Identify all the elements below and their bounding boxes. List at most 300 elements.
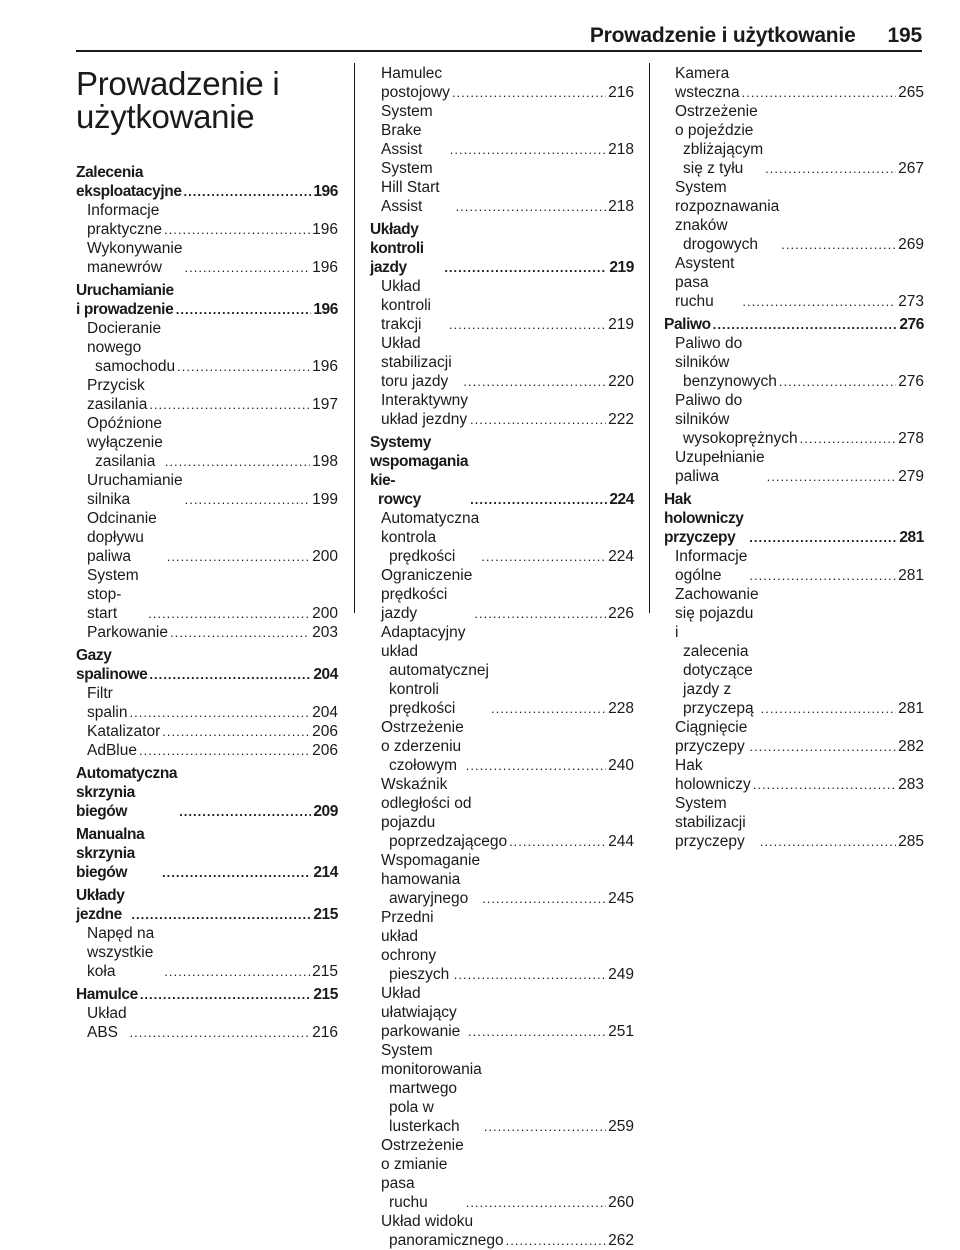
dot-leader: [184, 258, 310, 277]
toc-page-number: 196: [312, 259, 338, 276]
toc-entry[interactable]: [370, 159, 634, 216]
toc-page-number: 282: [898, 738, 924, 755]
toc-section-entry[interactable]: [76, 764, 338, 821]
dot-leader: [749, 737, 896, 756]
toc-page-number: 285: [898, 833, 924, 850]
toc-entry-line: panoramicznego: [389, 1232, 504, 1249]
toc-entry-title: [76, 886, 129, 924]
toc-page-number: 200: [312, 548, 338, 565]
toc-entry-line: poprzedzającego: [389, 833, 508, 850]
toc-entry-title: [675, 448, 765, 486]
toc-entry[interactable]: [76, 566, 338, 623]
toc-entry[interactable]: [76, 684, 338, 722]
toc-entry-title: [381, 1041, 482, 1136]
toc-entry-line: Adaptacyjny układ: [381, 624, 466, 660]
toc-page-number: 259: [608, 1118, 634, 1135]
dot-leader: [713, 315, 898, 334]
toc-entry-title: [675, 391, 798, 448]
toc-entry-line: Układy kontroli jazdy: [370, 221, 424, 276]
toc-entry-title: [675, 64, 740, 102]
toc-entry-title: [87, 201, 162, 239]
dot-leader: [509, 832, 606, 851]
toc-entry-line: Zachowanie się pojazdu i: [675, 586, 759, 641]
toc-page-number: 224: [609, 491, 634, 508]
toc-entry-line: Układ stabilizacji toru jazdy: [381, 335, 452, 390]
dot-leader: [444, 258, 607, 277]
toc-entry-title: [381, 1136, 464, 1212]
toc-entry-title: [381, 851, 480, 908]
toc-entry[interactable]: [76, 509, 338, 566]
toc-entry[interactable]: [370, 775, 634, 851]
dot-leader: [177, 357, 310, 376]
toc-entry-title: [76, 825, 160, 882]
toc-entry[interactable]: [370, 1041, 634, 1136]
toc-page-number: 251: [608, 1023, 634, 1040]
toc-entry-line: ruchu: [389, 1194, 428, 1211]
toc-page-number: 244: [608, 833, 634, 850]
toc-entry-title: [381, 984, 466, 1041]
toc-entry[interactable]: [370, 851, 634, 908]
dot-leader: [149, 395, 310, 414]
toc-page-number: 219: [609, 259, 634, 276]
header-rule: [76, 50, 922, 52]
toc-entry-line: Paliwo do silników: [675, 392, 743, 428]
toc-page-number: 215: [312, 963, 338, 980]
dot-leader: [148, 604, 310, 623]
toc-entry-title: [87, 239, 182, 277]
toc-page-number: 269: [898, 236, 924, 253]
toc-page-number: 219: [608, 316, 634, 333]
toc-entry-line: Ostrzeżenie o pojeździe: [675, 103, 758, 139]
dot-leader: [184, 182, 312, 201]
toc-entry[interactable]: [370, 277, 634, 334]
toc-page-number: 245: [608, 890, 634, 907]
dot-leader: [165, 452, 310, 471]
toc-page-number: 206: [312, 742, 338, 759]
toc-entry-title: [87, 509, 165, 566]
toc-entry[interactable]: [664, 718, 924, 756]
toc-section-entry[interactable]: [664, 315, 924, 334]
toc-list: [664, 64, 924, 851]
column-divider: [649, 63, 650, 613]
toc-entry-line: Informacje praktyczne: [87, 202, 162, 238]
running-header-title: Prowadzenie i użytkowanie: [589, 24, 856, 47]
dot-leader: [164, 962, 310, 981]
toc-entry[interactable]: [664, 756, 924, 794]
dot-leader: [454, 965, 606, 984]
toc-entry-line: prędkości: [389, 548, 456, 565]
toc-entry-title: [675, 756, 751, 794]
toc-entry[interactable]: [76, 741, 338, 760]
dot-leader: [140, 985, 312, 1004]
dot-leader: [162, 863, 311, 882]
toc-entry-line: Automatyczna skrzynia biegów: [76, 765, 178, 820]
toc-entry-title: [675, 102, 763, 178]
dot-leader: [470, 490, 607, 509]
dot-leader: [781, 235, 896, 254]
toc-entry-title: [381, 775, 507, 851]
toc-entry-title: [76, 281, 174, 319]
toc-entry-line: Uruchamianie i prowadzenie: [76, 282, 174, 318]
toc-page-number: 218: [608, 198, 634, 215]
toc-entry-line: Docieranie nowego: [87, 320, 162, 356]
toc-entry[interactable]: [76, 471, 338, 509]
toc-entry-title: [370, 433, 468, 509]
toc-entry[interactable]: [370, 984, 634, 1041]
toc-entry[interactable]: [76, 623, 338, 642]
toc-page-number: 204: [313, 666, 338, 683]
toc-entry[interactable]: [76, 924, 338, 981]
dot-leader: [466, 756, 606, 775]
dot-leader: [130, 1023, 311, 1042]
toc-entry-line: Opóźnione wyłączenie: [87, 415, 163, 451]
toc-entry-title: [76, 985, 138, 1004]
dot-leader: [466, 1193, 606, 1212]
toc-entry-title: [87, 722, 160, 741]
toc-entry[interactable]: [664, 178, 924, 254]
toc-entry-line: System Brake Assist: [381, 103, 433, 158]
toc-page-number: 283: [898, 776, 924, 793]
toc-entry-line: Ostrzeżenie o zderzeniu: [381, 719, 464, 755]
dot-leader: [760, 832, 896, 851]
toc-entry-title: [664, 315, 711, 334]
toc-entry-line: zalecenia dotyczące jazdy z: [683, 643, 753, 698]
toc-entry-line: Paliwo do silników: [675, 335, 743, 371]
dot-leader: [761, 699, 897, 718]
toc-page-number: 249: [608, 966, 634, 983]
toc-page-number: 278: [898, 430, 924, 447]
toc-section-entry[interactable]: [664, 490, 924, 547]
toc-page-number: 265: [898, 84, 924, 101]
toc-entry-title: [87, 414, 163, 471]
toc-entry[interactable]: [664, 547, 924, 585]
toc-entry[interactable]: [370, 1136, 634, 1212]
column-divider: [354, 63, 355, 613]
toc-entry-line: Zalecenia eksploatacyjne: [76, 164, 182, 200]
dot-leader: [742, 292, 896, 311]
toc-entry-title: [76, 163, 182, 201]
toc-entry-title: [381, 509, 479, 566]
toc-page-number: 196: [313, 301, 338, 318]
toc-page-number: 215: [313, 986, 338, 1003]
toc-entry-line: prędkości: [389, 700, 456, 717]
toc-entry[interactable]: [664, 585, 924, 718]
toc-entry[interactable]: [370, 102, 634, 159]
dot-leader: [463, 372, 606, 391]
toc-entry-line: Gazy spalinowe: [76, 647, 148, 683]
toc-list: [370, 64, 634, 1250]
toc-section-entry[interactable]: [76, 281, 338, 319]
toc-entry[interactable]: [370, 623, 634, 718]
toc-entry[interactable]: [76, 1004, 338, 1042]
toc-entry[interactable]: [76, 319, 338, 376]
toc-entry[interactable]: [76, 722, 338, 741]
toc-page-number: 276: [898, 373, 924, 390]
dot-leader: [800, 429, 897, 448]
toc-page-number: 218: [608, 141, 634, 158]
toc-entry-title: [87, 376, 147, 414]
dot-leader: [484, 1117, 606, 1136]
toc-page-number: 196: [312, 358, 338, 375]
toc-entry-line: Katalizator: [87, 723, 161, 740]
toc-entry[interactable]: [664, 102, 924, 178]
toc-entry-line: rowcy: [378, 491, 421, 508]
toc-entry-line: System monitorowania: [381, 1042, 482, 1078]
toc-entry-title: [87, 924, 162, 981]
dot-leader: [131, 905, 311, 924]
running-header: [590, 24, 922, 48]
toc-page-number: 226: [608, 605, 634, 622]
toc-entry-title: [381, 159, 454, 216]
dot-leader: [456, 197, 607, 216]
toc-page-number: 267: [898, 160, 924, 177]
toc-entry-title: [675, 178, 779, 254]
toc-page-number: 215: [313, 906, 338, 923]
toc-entry-line: Asystent pasa ruchu: [675, 255, 735, 310]
dot-leader: [449, 315, 606, 334]
toc-entry-line: Przedni układ ochrony: [381, 909, 437, 964]
toc-list: [76, 163, 338, 1042]
toc-entry-title: [87, 1004, 128, 1042]
dot-leader: [779, 372, 896, 391]
toc-entry-line: awaryjnego: [389, 890, 469, 907]
toc-entry-title: [675, 334, 777, 391]
toc-column-2: [370, 64, 634, 1250]
dot-leader: [491, 699, 606, 718]
dot-leader: [506, 1231, 607, 1250]
toc-page-number: 198: [312, 453, 338, 470]
toc-entry[interactable]: [664, 391, 924, 448]
toc-entry[interactable]: [370, 718, 634, 775]
toc-entry-title: [675, 254, 740, 311]
toc-page-number: 262: [608, 1232, 634, 1249]
toc-entry-line: przyczepą: [683, 700, 754, 717]
chapter-title: Prowadzenie i użytkowanie: [76, 65, 280, 135]
toc-entry[interactable]: [76, 239, 338, 277]
toc-entry-title: [87, 471, 183, 509]
toc-page-number: 273: [898, 293, 924, 310]
dot-leader: [170, 623, 310, 642]
toc-page-number: 228: [608, 700, 634, 717]
toc-entry-title: [87, 684, 128, 722]
toc-page-number: 199: [312, 491, 338, 508]
toc-entry-line: System Hill Start Assist: [381, 160, 440, 215]
toc-entry[interactable]: [76, 414, 338, 471]
toc-entry-line: Przycisk zasilania: [87, 377, 148, 413]
dot-leader: [767, 467, 897, 486]
dot-leader: [130, 703, 311, 722]
toc-entry-title: [76, 764, 177, 821]
dot-leader: [749, 566, 896, 585]
toc-entry-line: AdBlue: [87, 742, 137, 759]
toc-entry-line: Napęd na wszystkie koła: [87, 925, 155, 980]
toc-entry-line: Kamera wsteczna: [675, 65, 740, 101]
toc-entry[interactable]: [76, 201, 338, 239]
toc-page-number: 222: [608, 411, 634, 428]
toc-page-number: 204: [312, 704, 338, 721]
toc-entry-line: Układ ułatwiający parkowanie: [381, 985, 461, 1040]
toc-entry-title: [381, 566, 472, 623]
toc-entry-line: samochodu: [95, 358, 176, 375]
toc-entry[interactable]: [664, 254, 924, 311]
dot-leader: [474, 604, 606, 623]
dot-leader: [179, 802, 311, 821]
toc-entry-title: [381, 623, 489, 718]
dot-leader: [481, 547, 606, 566]
toc-page-number: 279: [898, 468, 924, 485]
dot-leader: [482, 889, 606, 908]
toc-page-number: 196: [313, 183, 338, 200]
toc-page-number: 200: [312, 605, 338, 622]
toc-section-entry[interactable]: [76, 985, 338, 1004]
toc-entry-line: martwego pola w lusterkach: [389, 1080, 460, 1135]
dot-leader: [742, 83, 897, 102]
toc-entry-line: wysokoprężnych: [683, 430, 798, 447]
dot-leader: [167, 547, 310, 566]
toc-entry-title: [381, 391, 468, 429]
toc-entry-title: [381, 277, 447, 334]
toc-entry-line: Hamulec postojowy: [381, 65, 450, 101]
dot-leader: [749, 528, 897, 547]
dot-leader: [468, 1022, 606, 1041]
toc-entry-line: System stop-start: [87, 567, 139, 622]
toc-entry-title: [87, 741, 137, 760]
dot-leader: [452, 83, 606, 102]
toc-entry-line: Systemy wspomagania kie-: [370, 434, 469, 489]
toc-entry-line: Ostrzeżenie o zmianie pasa: [381, 1137, 464, 1192]
dot-leader: [753, 775, 896, 794]
dot-leader: [450, 140, 606, 159]
toc-entry-line: Automatyczna kontrola: [381, 510, 480, 546]
toc-entry-title: [76, 646, 147, 684]
toc-column-3: [664, 64, 924, 851]
toc-entry-line: Układy jezdne: [76, 887, 125, 923]
page-number: 195: [887, 24, 922, 47]
toc-entry-line: drogowych: [683, 236, 758, 253]
toc-entry-line: Filtr spalin: [87, 685, 128, 721]
toc-section-entry[interactable]: [76, 886, 338, 924]
toc-entry[interactable]: [664, 64, 924, 102]
toc-entry[interactable]: [370, 1212, 634, 1250]
toc-entry-title: [675, 794, 758, 851]
toc-entry-line: Informacje ogólne: [675, 548, 748, 584]
toc-page-number: 281: [898, 700, 924, 717]
toc-entry-line: Wskaźnik odległości od pojazdu: [381, 776, 472, 831]
toc-entry-line: System rozpoznawania znaków: [675, 179, 780, 234]
toc-section-entry[interactable]: [76, 646, 338, 684]
toc-page-number: 220: [608, 373, 634, 390]
toc-section-entry[interactable]: [76, 825, 338, 882]
toc-entry-title: [381, 64, 450, 102]
toc-page-number: 281: [899, 529, 924, 546]
dot-leader: [176, 300, 312, 319]
toc-entry-line: benzynowych: [683, 373, 777, 390]
toc-page-number: 216: [312, 1024, 338, 1041]
toc-section-entry[interactable]: [370, 220, 634, 277]
toc-entry-line: Hak holowniczy: [675, 757, 751, 793]
toc-entry-title: [381, 102, 448, 159]
toc-entry[interactable]: [370, 391, 634, 429]
toc-page-number: 196: [312, 221, 338, 238]
toc-entry-line: czołowym: [389, 757, 458, 774]
toc-page-number: 281: [898, 567, 924, 584]
toc-column-1: [76, 64, 338, 1042]
toc-entry-line: Uruchamianie silnika: [87, 472, 183, 508]
toc-entry-line: Układ ABS: [87, 1005, 127, 1041]
toc-page-number: 224: [608, 548, 634, 565]
toc-entry[interactable]: [370, 509, 634, 566]
toc-entry[interactable]: [76, 376, 338, 414]
toc-entry[interactable]: [664, 448, 924, 486]
toc-entry-title: [87, 566, 146, 623]
toc-entry-line: Układ widoku: [381, 1213, 474, 1230]
toc-page-number: 214: [313, 864, 338, 881]
toc-entry-title: [664, 490, 747, 547]
toc-entry[interactable]: [370, 64, 634, 102]
toc-entry-line: Ciągnięcie przyczepy: [675, 719, 748, 755]
toc-entry-line: Paliwo: [664, 316, 711, 333]
toc-entry-line: Manualna skrzynia biegów: [76, 826, 145, 881]
toc-page-number: 240: [608, 757, 634, 774]
toc-entry-line: Wykonywanie manewrów: [87, 240, 183, 276]
toc-page-number: 197: [312, 396, 338, 413]
toc-entry-line: Odcinanie dopływu paliwa: [87, 510, 157, 565]
toc-section-entry[interactable]: [76, 163, 338, 201]
toc-entry-title: [675, 718, 747, 756]
toc-page-number: 203: [312, 624, 338, 641]
toc-entry-line: Wspomaganie hamowania: [381, 852, 481, 888]
toc-entry-line: Uzupełnianie paliwa: [675, 449, 765, 485]
toc-entry-line: Układ kontroli trakcji: [381, 278, 431, 333]
toc-entry-line: System stabilizacji przyczepy: [675, 795, 746, 850]
dot-leader: [149, 665, 311, 684]
toc-page-number: 276: [899, 316, 924, 333]
dot-leader: [139, 741, 310, 760]
toc-entry-line: zasilania: [95, 453, 156, 470]
dot-leader: [162, 722, 310, 741]
toc-page-number: 206: [312, 723, 338, 740]
toc-section-entry[interactable]: [370, 433, 634, 509]
toc-page-number: 260: [608, 1194, 634, 1211]
toc-entry-title: [87, 319, 175, 376]
toc-entry[interactable]: [370, 908, 634, 984]
toc-entry-line: Interaktywny układ jezdny: [381, 392, 469, 428]
toc-entry-title: [381, 1212, 504, 1250]
dot-leader: [185, 490, 310, 509]
dot-leader: [164, 220, 310, 239]
toc-entry-title: [675, 547, 747, 585]
toc-entry-title: [381, 334, 461, 391]
toc-entry-title: [675, 585, 759, 718]
toc-entry[interactable]: [370, 566, 634, 623]
dot-leader: [470, 410, 606, 429]
toc-entry-title: [370, 220, 442, 277]
toc-entry-title: [381, 718, 464, 775]
toc-entry-title: [87, 623, 168, 642]
toc-entry-line: pieszych: [389, 966, 450, 983]
toc-entry-line: zbliżającym się z tyłu: [683, 141, 764, 177]
toc-page-number: 209: [313, 803, 338, 820]
toc-entry[interactable]: [370, 334, 634, 391]
toc-entry[interactable]: [664, 334, 924, 391]
toc-entry[interactable]: [664, 794, 924, 851]
toc-entry-line: Hamulce: [76, 986, 138, 1003]
toc-page-number: 216: [608, 84, 634, 101]
toc-entry-line: automatycznej kontroli: [389, 662, 489, 698]
toc-entry-title: [381, 908, 452, 984]
dot-leader: [765, 159, 896, 178]
toc-entry-line: Ograniczenie prędkości jazdy: [381, 567, 473, 622]
